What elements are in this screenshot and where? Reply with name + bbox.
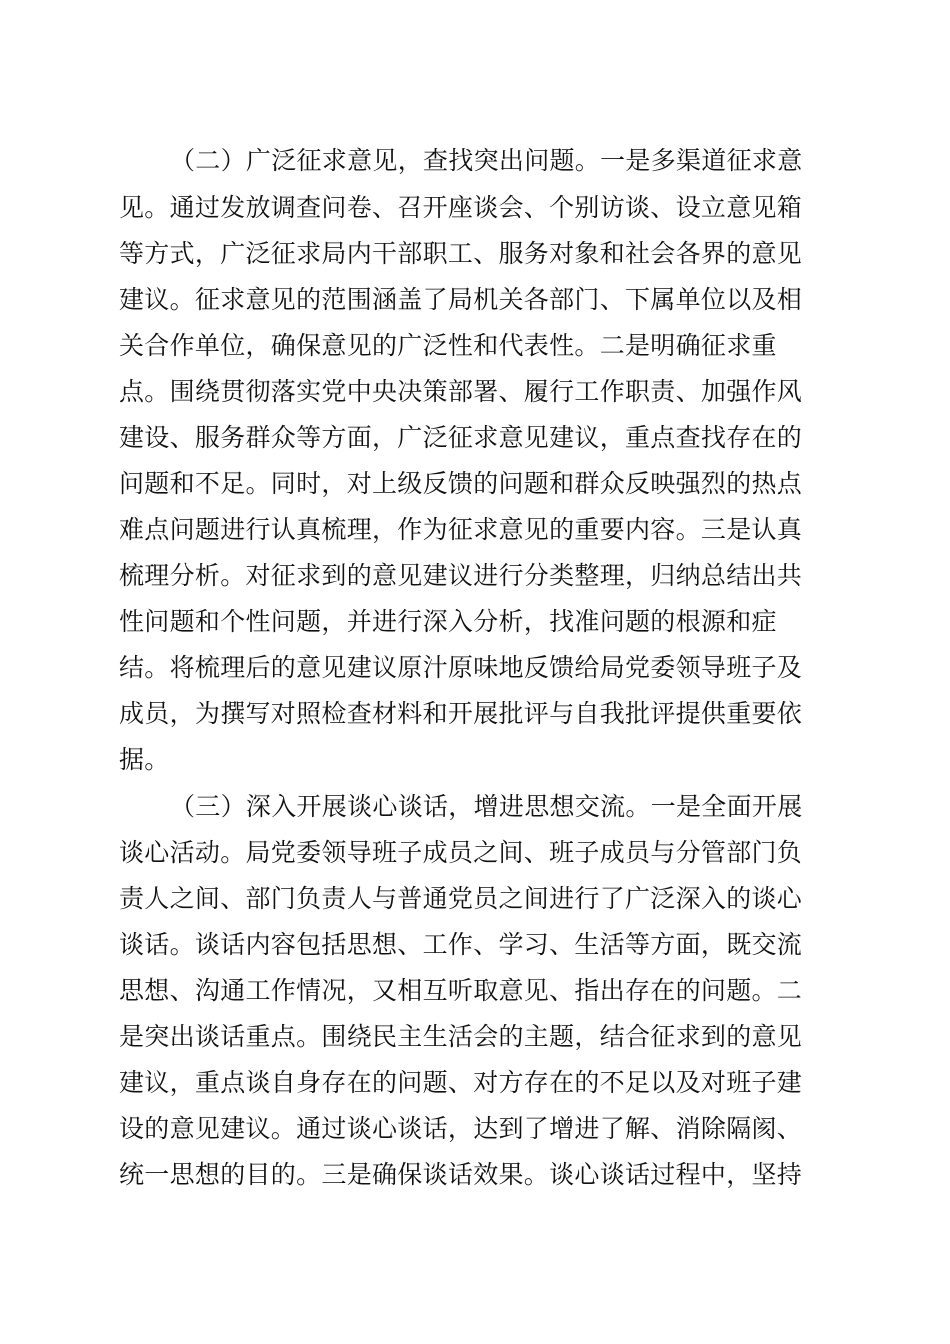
text-line: 等方式，广泛征求局内干部职工、服务对象和社会各界的意见 <box>119 239 803 268</box>
text-line: 谈话。谈话内容包括思想、工作、学习、生活等方面，既交流 <box>119 930 803 959</box>
text-line: （三）深入开展谈心谈话，增进思想交流。一是全面开展 <box>170 792 803 821</box>
text-line: 谈心活动。局党委领导班子成员之间、班子成员与分管部门负 <box>119 838 803 867</box>
text-line: 见。通过发放调查问卷、召开座谈会、个别访谈、设立意见箱 <box>119 193 803 222</box>
text-line: 建设、服务群众等方面，广泛征求意见建议，重点查找存在的 <box>119 423 803 452</box>
text-line: 设的意见建议。通过谈心谈话，达到了增进了解、消除隔阂、 <box>119 1114 803 1143</box>
text-line: 难点问题进行认真梳理，作为征求意见的重要内容。三是认真 <box>119 515 803 544</box>
text-line: （二）广泛征求意见，查找突出问题。一是多渠道征求意 <box>170 146 803 175</box>
text-line: 据。 <box>119 745 170 774</box>
text-line: 梳理分析。对征求到的意见建议进行分类整理，归纳总结出共 <box>119 561 803 590</box>
text-line: 成员，为撰写对照检查材料和开展批评与自我批评提供重要依 <box>119 699 803 728</box>
text-line: 建议，重点谈自身存在的问题、对方存在的不足以及对班子建 <box>119 1068 803 1097</box>
text-line: 统一思想的目的。三是确保谈话效果。谈心谈话过程中，坚持 <box>119 1160 803 1189</box>
text-line: 是突出谈话重点。围绕民主生活会的主题，结合征求到的意见 <box>119 1022 803 1051</box>
text-line: 建议。征求意见的范围涵盖了局机关各部门、下属单位以及相 <box>119 285 803 314</box>
text-line: 问题和不足。同时，对上级反馈的问题和群众反映强烈的热点 <box>119 469 803 498</box>
text-line: 结。将梳理后的意见建议原汁原味地反馈给局党委领导班子及 <box>119 653 803 682</box>
text-line: 责人之间、部门负责人与普通党员之间进行了广泛深入的谈心 <box>119 884 803 913</box>
text-line: 性问题和个性问题，并进行深入分析，找准问题的根源和症 <box>119 607 777 636</box>
text-line: 关合作单位，确保意见的广泛性和代表性。二是明确征求重 <box>119 331 777 360</box>
text-line: 点。围绕贯彻落实党中央决策部署、履行工作职责、加强作风 <box>119 377 803 406</box>
text-line: 思想、沟通工作情况，又相互听取意见、指出存在的问题。二 <box>119 976 803 1005</box>
